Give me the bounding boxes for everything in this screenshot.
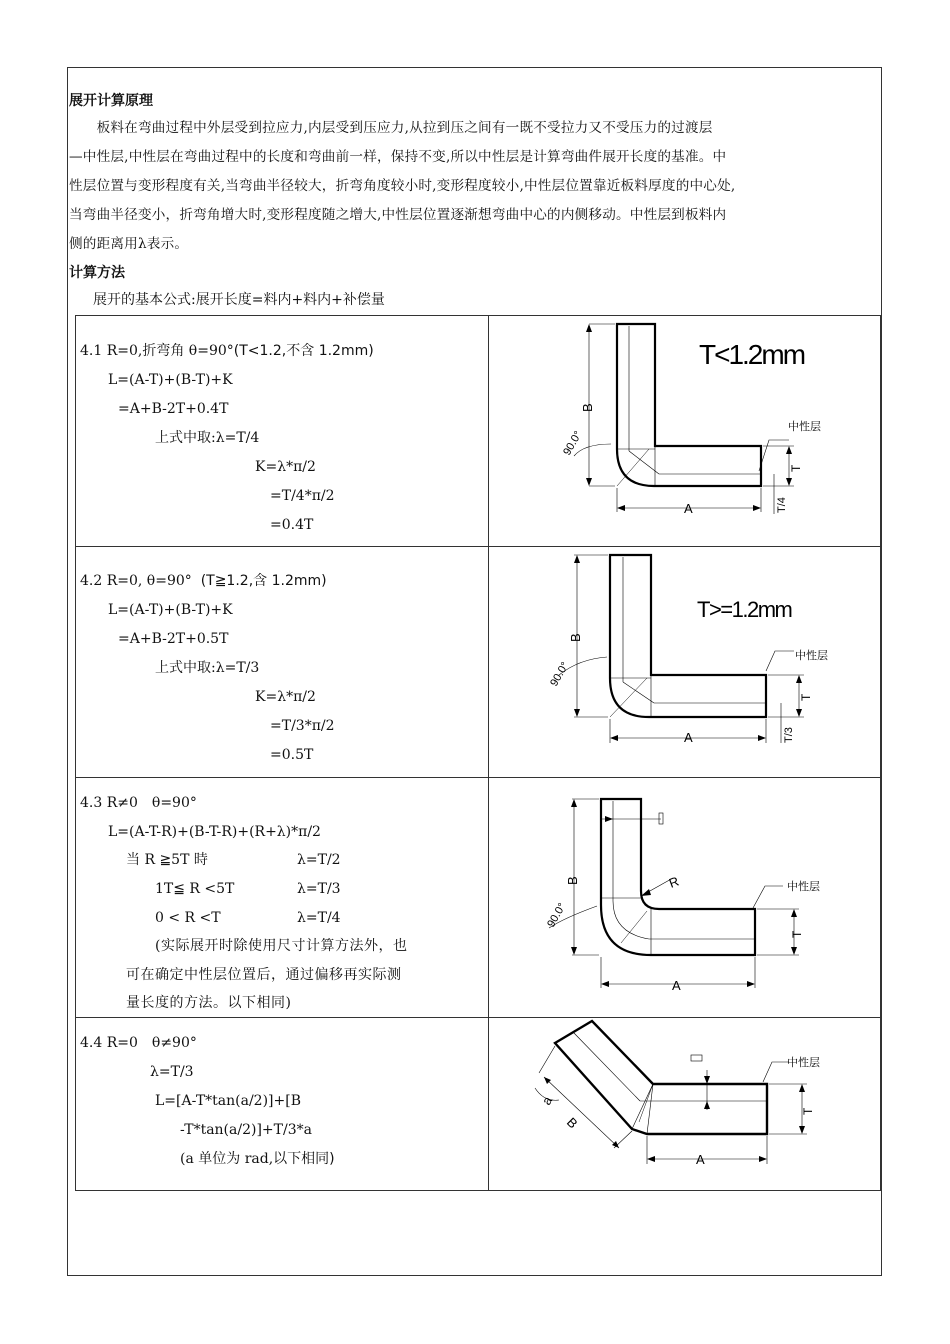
- row4-figure: [489, 1018, 881, 1191]
- table-row: [76, 778, 881, 1018]
- row2-formula-2: =A+B-2T+0.5T: [118, 631, 229, 647]
- row3-note-3: 量长度的方法。以下相同): [126, 995, 292, 1011]
- table-row: [76, 1018, 881, 1191]
- fig1-neutral-label: 中性层: [788, 421, 821, 433]
- principle-line: 性层位置与变形程度有关,当弯曲半径较大，折弯角度较小时,变形程度较小,中性层位置靠近板料厚度的中心处,: [69, 178, 736, 194]
- row3-cond-1: 当 R ≧5T 時: [126, 852, 208, 868]
- row4-title: 4.4 R=0 θ≠90°: [80, 1035, 197, 1051]
- basic-formula: 展开的基本公式:展开长度=料内+料内+补偿量: [93, 292, 385, 308]
- row3-text: [76, 778, 489, 1018]
- heading-principle: 展开计算原理: [69, 93, 153, 109]
- row3-val-2: λ=T/3: [297, 881, 341, 897]
- fig1-title: T<1.2mm: [699, 339, 805, 370]
- fig2-neutral-label: 中性层: [795, 650, 828, 662]
- table-row: [76, 547, 881, 778]
- calc-table: [75, 315, 881, 1191]
- principle-line: 侧的距离用λ表示。: [69, 236, 189, 252]
- bend-diagram-3: [489, 778, 879, 1016]
- row1-title-cond: (T<1.2,不含 1.2mm): [233, 343, 374, 359]
- row1-lambda: [155, 428, 259, 448]
- row3-note-1: (实际展开时除使用尺寸计算方法外，也: [155, 938, 408, 954]
- row2-lambda-value: :λ=T/3: [211, 660, 260, 676]
- row3-formula: L=(A-T-R)+(B-T-R)+(R+λ)*π/2: [108, 824, 321, 840]
- fig4-alpha-label: a: [538, 1093, 556, 1108]
- fig3-angle-label: 90.0°: [545, 901, 569, 930]
- fig2-tq-label: T/3: [783, 727, 795, 743]
- row4-lambda: λ=T/3: [150, 1064, 194, 1080]
- fig3-r-label: R: [666, 873, 681, 891]
- heading-method: 计算方法: [69, 265, 125, 281]
- row1-k-1: K=λ*π/2: [255, 459, 316, 475]
- fig2-a-label: A: [684, 730, 693, 745]
- fig2-b-label: B: [568, 633, 583, 642]
- fig1-b-label: B: [580, 403, 595, 412]
- row3-title: 4.3 R≠0 θ=90°: [80, 795, 197, 811]
- row2-title: [80, 571, 327, 591]
- row1-formula-1: L=(A-T)+(B-T)+K: [108, 372, 233, 388]
- row2-title-cond: (T≧1.2,含 1.2mm): [200, 573, 327, 589]
- fig4-a-label: A: [696, 1152, 705, 1167]
- row1-figure: [489, 316, 881, 547]
- row2-lambda-prefix: 上式中取: [155, 660, 211, 676]
- fig2-title: T>=1.2mm: [697, 597, 792, 622]
- row3-val-1: λ=T/2: [297, 852, 341, 868]
- row2-text: [76, 547, 489, 778]
- fig3-neutral-label: 中性层: [787, 881, 820, 893]
- row1-k-2: =T/4*π/2: [270, 488, 335, 504]
- fig1-angle-label: 90.0°: [561, 429, 585, 458]
- row2-figure: [489, 547, 881, 778]
- row1-text: [76, 316, 489, 547]
- fig1-t-label: T: [789, 464, 803, 472]
- fig1-tq-label: T/4: [776, 497, 788, 513]
- bend-diagram-2: [489, 547, 879, 776]
- table-row: [76, 316, 881, 547]
- row3-figure: [489, 778, 881, 1018]
- fig3-a-label: A: [672, 978, 681, 993]
- row2-lambda: [155, 658, 259, 678]
- bend-diagram-1: [489, 316, 879, 545]
- fig3-t-label: T: [790, 930, 804, 938]
- principle-paragraph: [69, 114, 869, 259]
- fig3-b-label: B: [565, 876, 580, 885]
- row3-cond-3: 0 < R <T: [155, 910, 221, 926]
- bend-diagram-4: [489, 1018, 879, 1189]
- row2-formula-1: L=(A-T)+(B-T)+K: [108, 602, 233, 618]
- row3-val-3: λ=T/4: [297, 910, 341, 926]
- row2-k-2: =T/3*π/2: [270, 718, 335, 734]
- row1-lambda-value: :λ=T/4: [211, 430, 260, 446]
- fig1-a-label: A: [684, 501, 693, 516]
- row4-unit-note-tail: 以下相同): [273, 1151, 335, 1167]
- row4-formula-1: L=[A-T*tan(a/2)]+[B: [155, 1093, 301, 1109]
- fig4-b-label: B: [563, 1114, 581, 1132]
- row1-formula-2: =A+B-2T+0.4T: [118, 401, 229, 417]
- row4-text: [76, 1018, 489, 1191]
- row2-k-3: =0.5T: [270, 747, 314, 763]
- fig4-neutral-label: 中性层: [787, 1057, 820, 1069]
- row2-title-main: 4.2 R=0, θ=90°: [80, 573, 192, 589]
- row1-lambda-prefix: 上式中取: [155, 430, 211, 446]
- principle-line: —中性层,中性层在弯曲过程中的长度和弯曲前一样，保持不变,所以中性层是计算弯曲件展开长度的基准。中: [69, 149, 727, 165]
- row4-unit-note-main: (a 单位为 rad,: [180, 1151, 274, 1167]
- row1-title-main: 4.1 R=0,折弯角 θ=90°: [80, 343, 234, 359]
- row1-k-3: =0.4T: [270, 517, 314, 533]
- fig2-angle-label: 90.0°: [548, 660, 572, 689]
- principle-line: 当弯曲半径变小，折弯角增大时,变形程度随之增大,中性层位置逐渐想弯曲中心的内侧移动。中性层到板料内: [69, 207, 727, 223]
- row4-unit-note: [180, 1149, 335, 1169]
- row3-note-2: 可在确定中性层位置后，通过偏移再实际测: [126, 967, 402, 983]
- row3-cond-2: 1T≦ R <5T: [155, 881, 235, 897]
- row4-formula-2: -T*tan(a/2)]+T/3*a: [180, 1122, 312, 1138]
- fig4-t-label: T: [801, 1107, 815, 1115]
- principle-line: 板料在弯曲过程中外层受到拉应力,内层受到压应力,从拉到压之间有一既不受拉力又不受压力的过渡层: [69, 120, 713, 136]
- row2-k-1: K=λ*π/2: [255, 689, 316, 705]
- fig2-t-label: T: [799, 693, 813, 701]
- row1-title: [80, 341, 374, 361]
